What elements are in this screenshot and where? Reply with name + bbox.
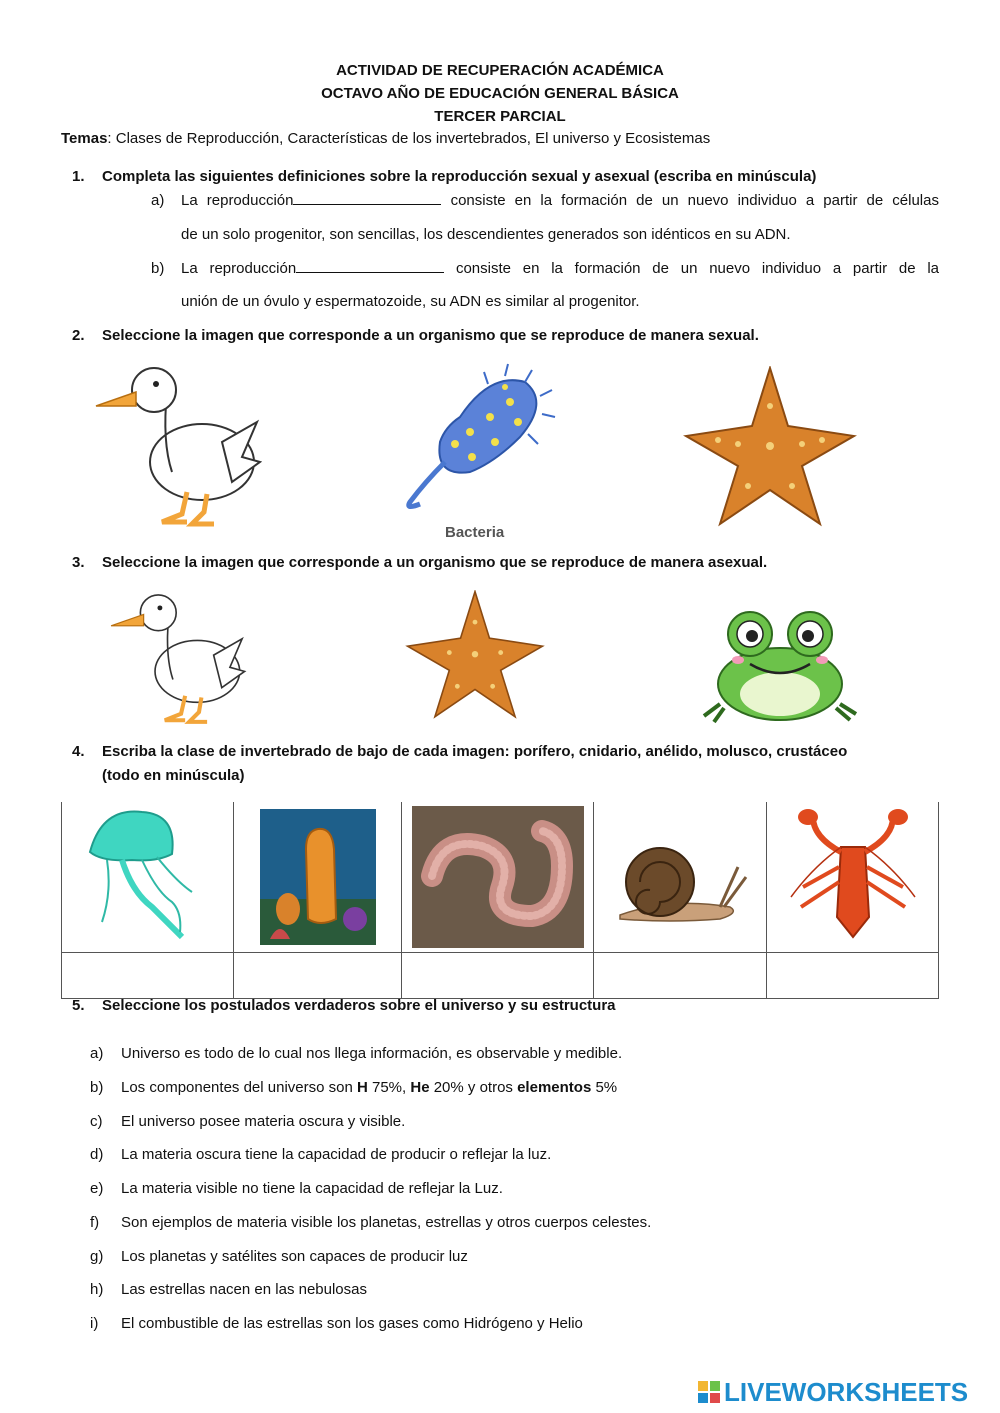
liveworksheets-logo-text[interactable]: LIVEWORKSHEETS: [724, 1377, 969, 1407]
question-1: [72, 168, 816, 185]
starfish-image-q3[interactable]: [400, 590, 550, 720]
question-3: [72, 554, 767, 571]
topics-line: [61, 130, 710, 147]
option-a[interactable]: a) Universo es todo de lo cual nos llega información, es observable y medible.: [90, 1045, 623, 1062]
question-1-title: Completa las siguientes definiciones sobre la reproducción sexual y asexual (escriba en minúscula): [102, 168, 817, 185]
q1-a-label: a): [151, 192, 165, 209]
question-3-number: 3.: [72, 554, 85, 571]
answer-cell-lobster[interactable]: [767, 953, 939, 999]
jellyfish-image: [62, 802, 233, 947]
header-title-3: TERCER PARCIAL: [434, 108, 566, 125]
q1-a-line1: [181, 192, 939, 209]
question-3-title: Seleccione la imagen que corresponde a un organismo que se reproduce de manera asexual.: [102, 554, 768, 571]
question-1-number: 1.: [72, 168, 85, 185]
header-title-2: OCTAVO AÑO DE EDUCACIÓN GENERAL BÁSICA: [321, 85, 679, 102]
liveworksheets-logo-icon: [698, 1381, 720, 1403]
q1-b-pre: La reproducción: [181, 260, 297, 277]
q1-b-label: b): [151, 260, 165, 277]
lobster-cell: [767, 802, 939, 953]
q1-a-line2: de un solo progenitor, son sencillas, los descendientes generados son idénticos en su ADN.: [181, 226, 791, 243]
bacteria-image[interactable]: [400, 362, 560, 512]
jellyfish-cell: [62, 802, 234, 953]
option-i[interactable]: i) El combustible de las estrellas son los gases como Hidrógeno y Helio: [90, 1315, 583, 1332]
worm-cell: [402, 802, 594, 953]
q1-b-line2: unión de un óvulo y espermatozoide, su ADN es similar al progenitor.: [181, 293, 640, 310]
sponge-cell: [234, 802, 402, 953]
question-4-title-2: (todo en minúscula): [102, 767, 245, 784]
topics-text: : Clases de Reproducción, Características de los invertebrados, El universo y Ecosistemas: [107, 130, 711, 147]
header-title-1: ACTIVIDAD DE RECUPERACIÓN ACADÉMICA: [336, 62, 664, 79]
question-5: [72, 997, 616, 1014]
q1-b-blank[interactable]: [296, 260, 444, 273]
question-2: [72, 327, 759, 344]
question-4-title-1: Escriba la clase de invertebrado de bajo de cada imagen: porífero, cnidario, anélido, molusco, crustáceo: [102, 743, 848, 760]
question-5-title: Seleccione los postulados verdaderos sobre el universo y su estructura: [102, 997, 616, 1014]
answer-cell-worm[interactable]: [402, 953, 594, 999]
option-f[interactable]: f) Son ejemplos de materia visible los planetas, estrellas y otros cuerpos celestes.: [90, 1214, 652, 1231]
option-c[interactable]: c) El universo posee materia oscura y visible.: [90, 1113, 406, 1130]
option-h[interactable]: h) Las estrellas nacen en las nebulosas: [90, 1281, 367, 1298]
duck-image-q2[interactable]: [92, 362, 262, 534]
answer-cell-snail[interactable]: [594, 953, 767, 999]
q1-a-post: consiste en la formación de un nuevo individuo a partir de células: [450, 192, 939, 209]
q1-a-pre: La reproducción: [181, 192, 294, 209]
q1-a-blank[interactable]: [293, 192, 441, 205]
question-2-number: 2.: [72, 327, 85, 344]
option-e[interactable]: e) La materia visible no tiene la capacidad de reflejar la Luz.: [90, 1180, 503, 1197]
q1-b-line1: [181, 260, 939, 277]
answer-cell-jellyfish[interactable]: [62, 953, 234, 999]
topics-label: Temas: [61, 130, 108, 147]
starfish-image-q2[interactable]: [682, 366, 858, 528]
q1-b-post: consiste en la formación de un nuevo individuo a partir de la: [455, 260, 940, 277]
invertebrate-table: [61, 802, 939, 999]
option-g[interactable]: g) Los planetas y satélites son capaces de producir luz: [90, 1248, 468, 1265]
question-4-number: 4.: [72, 743, 85, 760]
question-4: [72, 743, 847, 760]
duck-image-q3[interactable]: [92, 590, 262, 730]
question-2-title: Seleccione la imagen que corresponde a un organismo que se reproduce de manera sexual.: [102, 327, 759, 344]
question-5-number: 5.: [72, 997, 85, 1014]
answer-cell-sponge[interactable]: [234, 953, 402, 999]
lobster-image: [783, 807, 923, 947]
option-d[interactable]: d) La materia oscura tiene la capacidad de producir o reflejar la luz.: [90, 1146, 552, 1163]
bacteria-caption: Bacteria: [445, 524, 505, 541]
frog-image[interactable]: [700, 604, 860, 724]
sponge-image: [260, 809, 376, 945]
snail-image: [610, 827, 750, 927]
snail-cell: [594, 802, 767, 953]
option-b[interactable]: b) Los componentes del universo son H 75%, He 20% y otros elementos 5%: [90, 1079, 618, 1096]
worm-image: [412, 806, 584, 948]
